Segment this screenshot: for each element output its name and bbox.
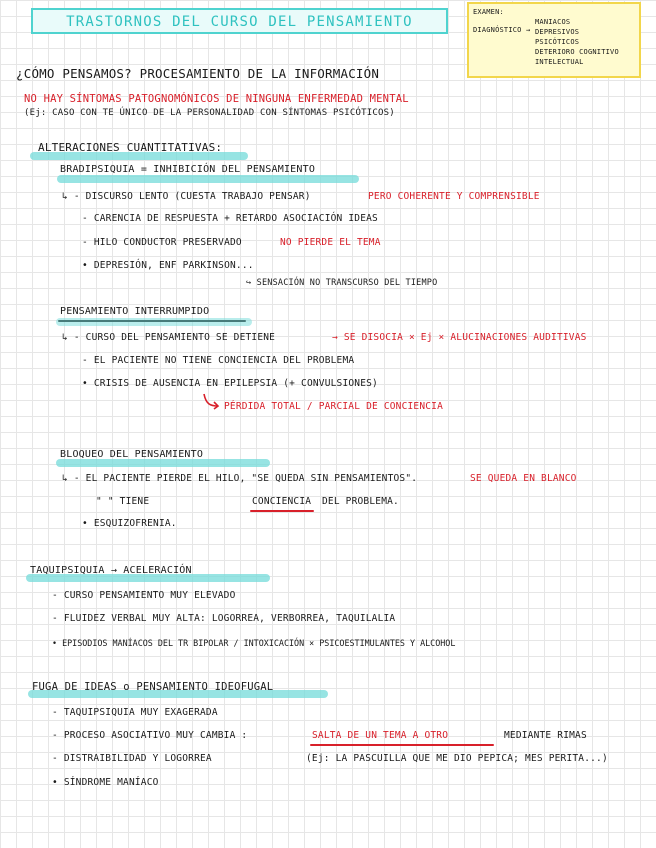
page-title: TRASTORNOS DEL CURSO DEL PENSAMIENTO — [66, 14, 413, 30]
bradipsiquia-line: - CARENCIA DE RESPUESTA + RETARDO ASOCIACIÓN IDEAS — [82, 213, 378, 224]
title-box — [31, 8, 448, 34]
section-heading: ALTERACIONES CUANTITATIVAS: — [38, 141, 223, 154]
bradipsiquia-line-red: NO PIERDE EL TEMA — [280, 237, 381, 248]
heading-highlight — [56, 318, 252, 326]
bradipsiquia-line: ↪ SENSACIÓN NO TRANSCURSO DEL TIEMPO — [246, 278, 438, 288]
fuga-line: - TAQUIPSIQUIA MUY EXAGERADA — [52, 707, 218, 718]
fuga-line: - PROCESO ASOCIATIVO MUY CAMBIA : — [52, 730, 248, 741]
taquipsiquia-line: - CURSO PENSAMIENTO MUY ELEVADO — [52, 590, 236, 601]
interrumpido-line: - EL PACIENTE NO TIENE CONCIENCIA DEL PROBLEMA — [82, 355, 355, 366]
exam-item: DEPRESIVOS — [535, 28, 580, 36]
interrumpido-heading: PENSAMIENTO INTERRUMPIDO — [60, 306, 210, 317]
warning-text: NO HAY SÍNTOMAS PATOGNOMÓNICOS DE NINGUNA ENFERMEDAD MENTAL — [24, 93, 409, 105]
bloqueo-line: " " TIENE — [96, 496, 150, 507]
exam-item: PSICÓTICOS — [535, 38, 580, 46]
exam-item: MANIACOS — [535, 18, 571, 26]
exam-item: DETERIORO COGNITIVO — [535, 48, 619, 56]
bradipsiquia-line: • DEPRESIÓN, ENF PARKINSON... — [82, 260, 254, 271]
bloqueo-line: ↳ - EL PACIENTE PIERDE EL HILO, "SE QUEDA SIN PENSAMIENTOS". — [62, 473, 418, 484]
fuga-line: MEDIANTE RIMAS — [504, 730, 587, 741]
fuga-heading: FUGA DE IDEAS o PENSAMIENTO IDEOFUGAL — [32, 681, 274, 693]
exam-item: INTELECTUAL — [535, 58, 584, 66]
fuga-line: - DISTRAIBILIDAD Y LOGORREA — [52, 753, 212, 764]
taquipsiquia-line: • EPISODIOS MANÍACOS DEL TR BIPOLAR / INTOXICACIÓN × PSICOESTIMULANTES Y ALCOHOL — [52, 638, 456, 648]
question-heading: ¿CÓMO PENSAMOS? PROCESAMIENTO DE LA INFORMACIÓN — [16, 66, 380, 81]
conciencia-underline — [250, 510, 314, 512]
fuga-line: • SÍNDROME MANÍACO — [52, 777, 159, 788]
exam-note — [467, 2, 641, 78]
fuga-example: (Ej: LA PASCUILLA QUE ME DIO PEPICA; MES PERITA...) — [306, 753, 608, 764]
bloqueo-heading: BLOQUEO DEL PENSAMIENTO — [60, 449, 204, 460]
bradipsiquia-heading: BRADIPSIQUIA = INHIBICIÓN DEL PENSAMIENTO — [60, 164, 316, 175]
bradipsiquia-line-red: PERO COHERENTE Y COMPRENSIBLE — [368, 191, 540, 202]
example-text: (Ej: CASO CON TE ÚNICO DE LA PERSONALIDAD CON SÍNTOMAS PSICÓTICOS) — [24, 108, 395, 118]
interrumpido-line: • CRISIS DE AUSENCIA EN EPILEPSIA (+ CONVULSIONES) — [82, 378, 378, 389]
bloqueo-line-red: SE QUEDA EN BLANCO — [470, 473, 577, 484]
fuga-salta: SALTA DE UN TEMA A OTRO — [312, 730, 449, 741]
interrumpido-line: ↳ - CURSO DEL PENSAMIENTO SE DETIENE — [62, 332, 276, 343]
taquipsiquia-line: - FLUIDEZ VERBAL MUY ALTA: LOGORREA, VERBORREA, TAQUILALIA — [52, 613, 396, 624]
red-arrow-icon — [200, 392, 222, 412]
bloqueo-line: • ESQUIZOFRENIA. — [82, 518, 177, 529]
interrumpido-line-red: → SE DISOCIA × Ej × ALUCINACIONES AUDITIVAS — [332, 332, 587, 343]
interrumpido-line-red: PÉRDIDA TOTAL / PARCIAL DE CONCIENCIA — [224, 401, 444, 412]
bradipsiquia-line: ↳ - DISCURSO LENTO (CUESTA TRABAJO PENSAR) — [62, 191, 311, 202]
exam-key: DIAGNÓSTICO → — [473, 26, 531, 34]
bloqueo-line: DEL PROBLEMA. — [322, 496, 399, 507]
exam-label: EXAMEN: — [473, 8, 504, 16]
salta-underline — [310, 744, 494, 746]
bloqueo-conciencia: CONCIENCIA — [252, 496, 312, 507]
bradipsiquia-line: - HILO CONDUCTOR PRESERVADO — [82, 237, 242, 248]
taquipsiquia-heading: TAQUIPSIQUIA → ACELERACIÓN — [30, 565, 192, 576]
